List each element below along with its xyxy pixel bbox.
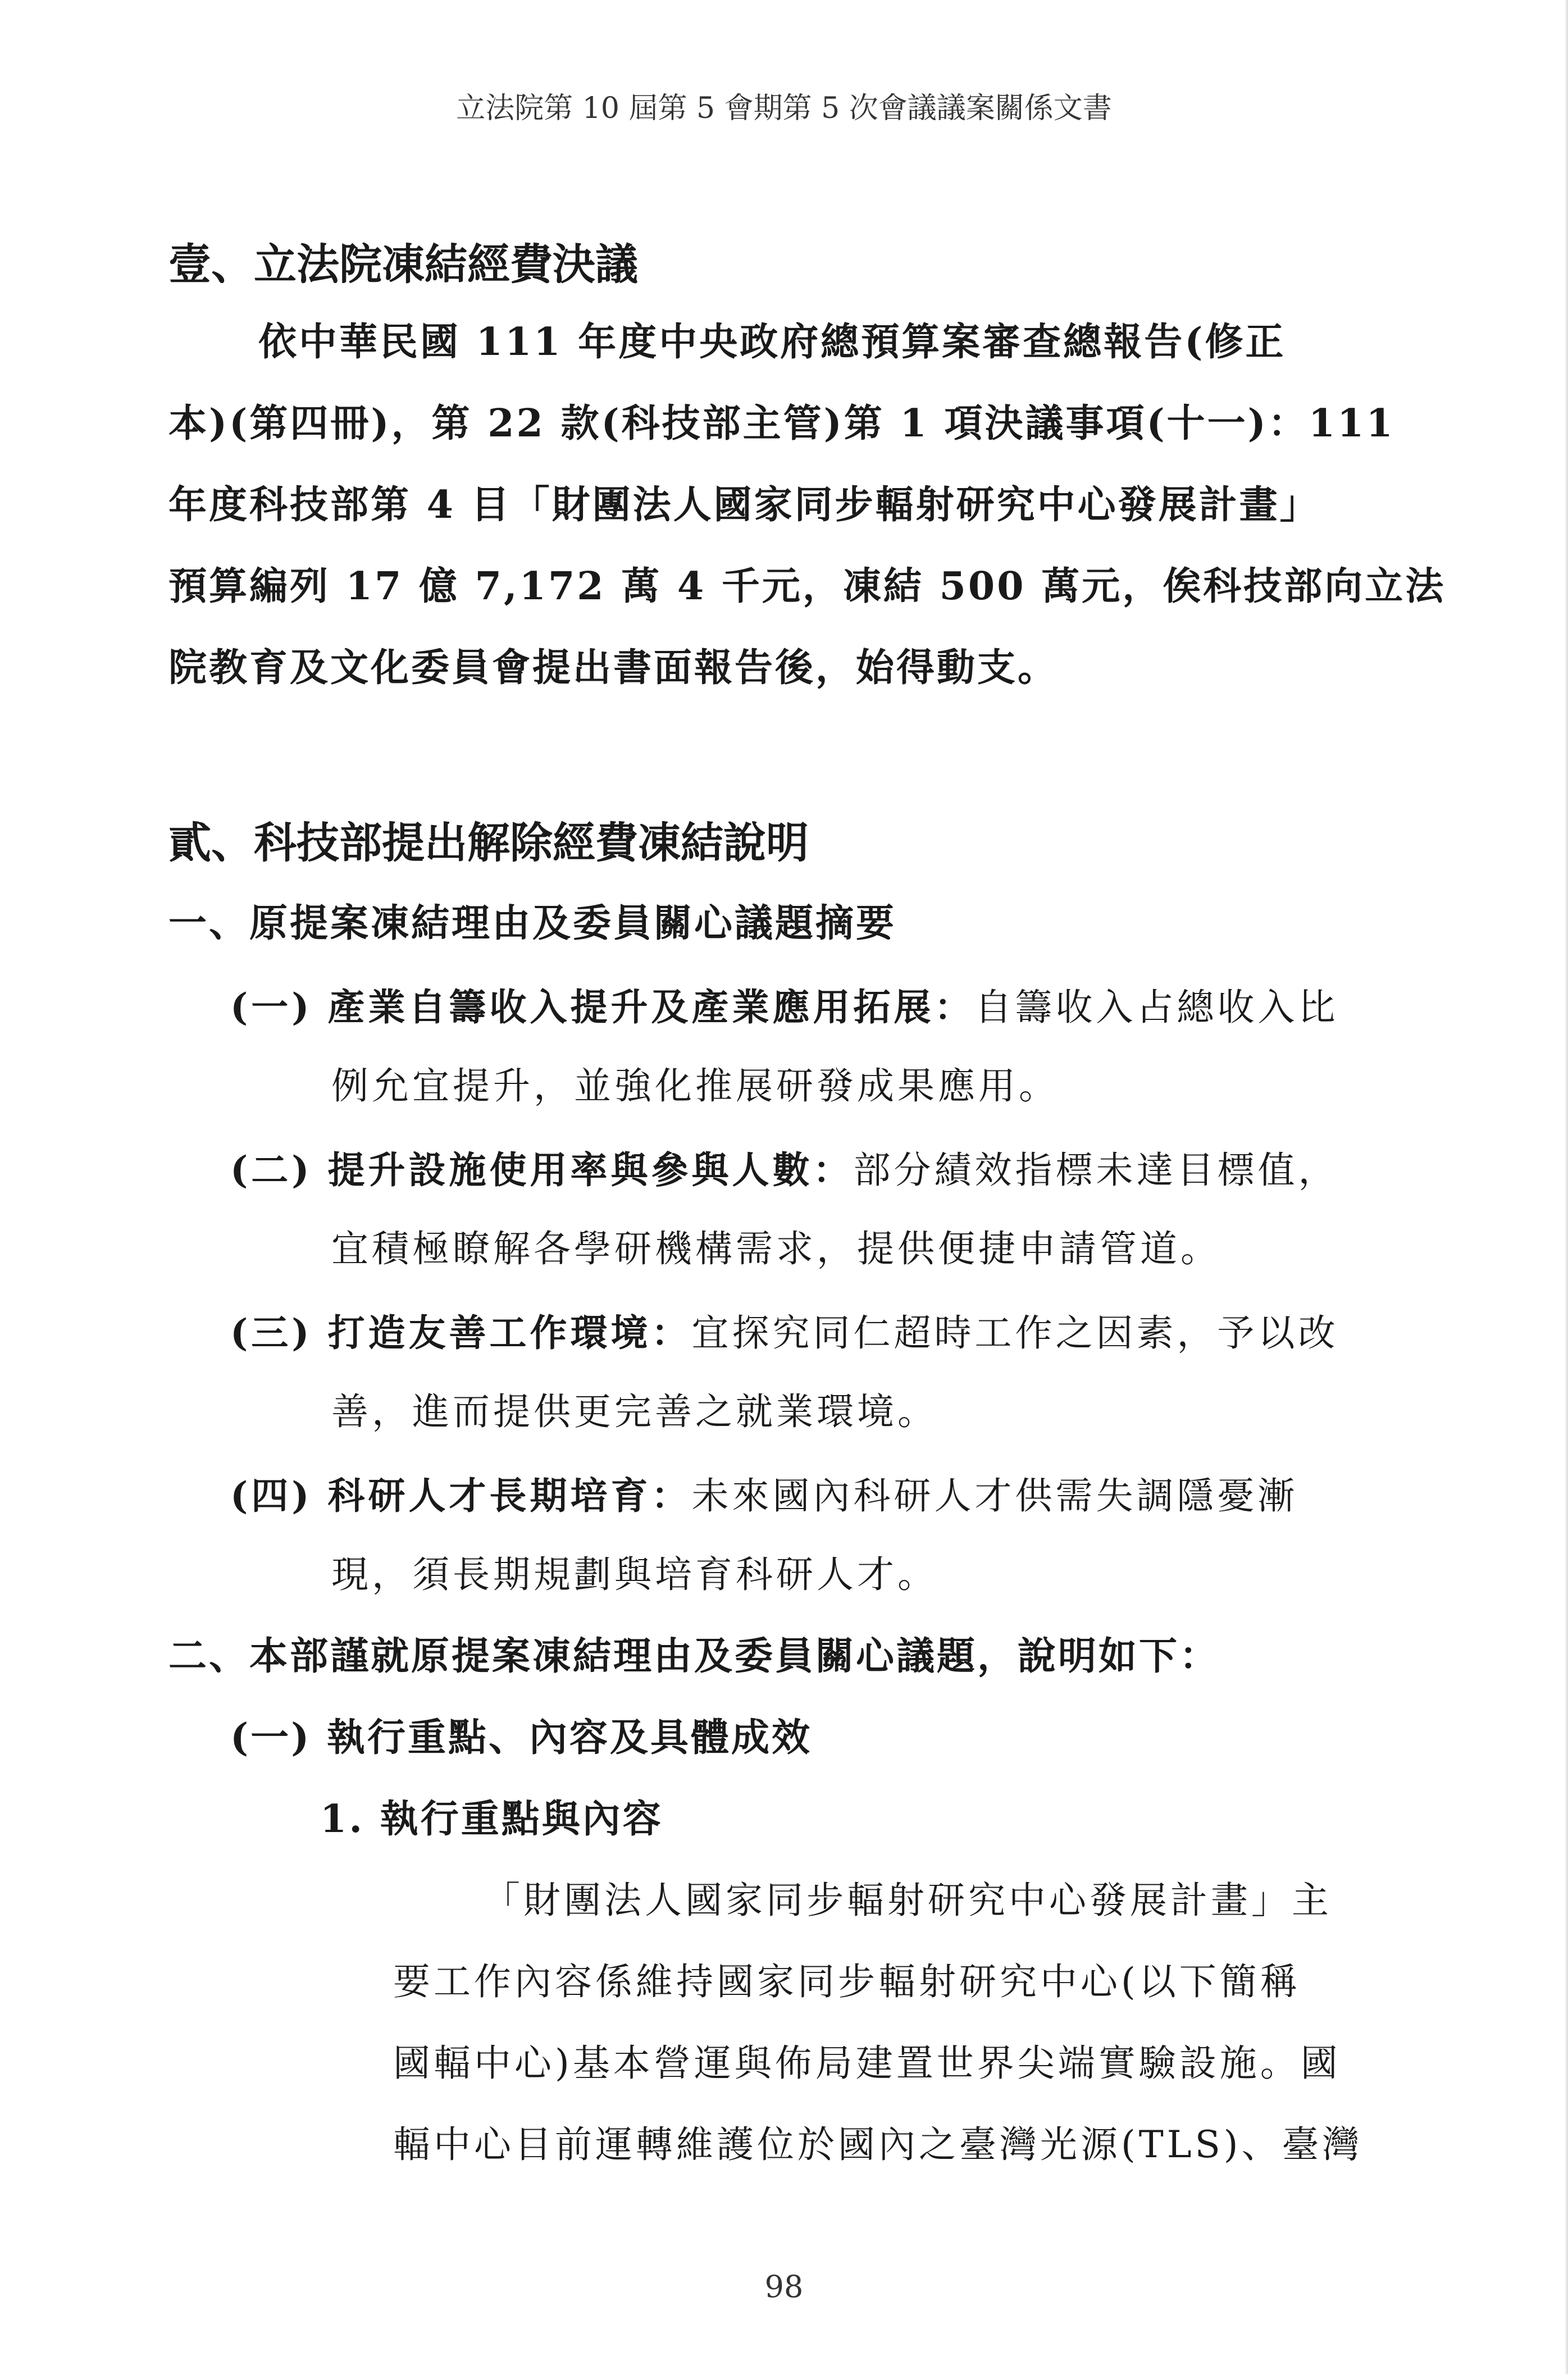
summary-item-2-num: (二)	[230, 1148, 313, 1192]
body-line-1: 「財團法人國家同步輻射研究中心發展計畫」主	[483, 1879, 1332, 1922]
summary-item-1-label: 產業自籌收入提升及產業應用拓展：	[327, 985, 975, 1029]
summary-item-3-num: (三)	[230, 1311, 313, 1355]
summary-item-1-text: 自籌收入占總收入比	[974, 986, 1339, 1029]
summary-item-3-text: 宜探究同仁超時工作之因素，予以改	[691, 1311, 1339, 1355]
sub2-item-1-num: (一)	[230, 1715, 312, 1760]
sub2-item-1	[230, 1707, 812, 1762]
section1-line-2: 本)(第四冊)，第 22 款(科技部主管)第 1 項決議事項(十一)：111	[168, 401, 1395, 446]
summary-item-4-text: 未來國內科研人才供需失調隱憂漸	[691, 1474, 1298, 1518]
summary-item-2	[230, 1140, 1338, 1193]
section2-title: 貳、科技部提出解除經費凍結說明	[168, 818, 809, 868]
body-line-3: 國輻中心)基本營運與佈局建置世界尖端實驗設施。國	[393, 2042, 1341, 2085]
sub2-point-1-title: 執行重點與內容	[380, 1797, 663, 1842]
sub2-item-1-title: 執行重點、內容及具體成效	[327, 1715, 813, 1760]
sub2-title: 二、本部謹就原提案凍結理由及委員關心議題，說明如下：	[168, 1634, 1220, 1679]
summary-item-4-label: 科研人才長期培育：	[327, 1474, 692, 1518]
section1-line-1: 依中華民國 111 年度中央政府總預算案審查總報告(修正	[258, 320, 1286, 364]
summary-item-1-num: (一)	[230, 985, 313, 1029]
summary-item-4-cont: 現，須長期規劃與培育科研人才。	[331, 1553, 938, 1596]
summary-item-2-label: 提升設施使用率與參與人數：	[327, 1148, 854, 1192]
section1-line-4: 預算編列 17 億 7,172 萬 4 千元，凍結 500 萬元，俟科技部向立法	[168, 564, 1446, 609]
summary-item-3-label: 打造友善工作環境：	[327, 1311, 692, 1355]
page-number: 98	[764, 2269, 804, 2304]
scan-edge-shadow	[1565, 0, 1568, 2374]
summary-item-4	[230, 1466, 1298, 1519]
sub2-point-1-num: 1.	[320, 1797, 364, 1842]
page-header: 立法院第 10 屆第 5 會期第 5 次會議議案關係文書	[456, 92, 1112, 125]
summary-item-2-cont: 宜積極瞭解各學研機構需求，提供便捷申請管道。	[331, 1227, 1221, 1270]
section1-line-5: 院教育及文化委員會提出書面報告後，始得動支。	[168, 645, 1059, 690]
sub1-title: 一、原提案凍結理由及委員關心議題摘要	[168, 901, 897, 946]
section1-title: 壹、立法院凍結經費決議	[168, 239, 638, 289]
summary-item-3	[230, 1303, 1338, 1356]
summary-item-2-text: 部分績效指標未達目標值，	[853, 1149, 1339, 1192]
summary-item-4-num: (四)	[230, 1474, 313, 1518]
summary-item-1-cont: 例允宜提升，並強化推展研發成果應用。	[331, 1064, 1059, 1108]
section1-line-3: 年度科技部第 4 目「財團法人國家同步輻射研究中心發展計畫」	[168, 482, 1320, 527]
body-line-4: 輻中心目前運轉維護位於國內之臺灣光源(TLS)、臺灣	[393, 2123, 1363, 2166]
body-line-2: 要工作內容係維持國家同步輻射研究中心(以下簡稱	[393, 1960, 1301, 2003]
summary-item-1	[230, 977, 1338, 1031]
sub2-point-1	[320, 1789, 663, 1843]
summary-item-3-cont: 善，進而提供更完善之就業環境。	[331, 1390, 938, 1433]
